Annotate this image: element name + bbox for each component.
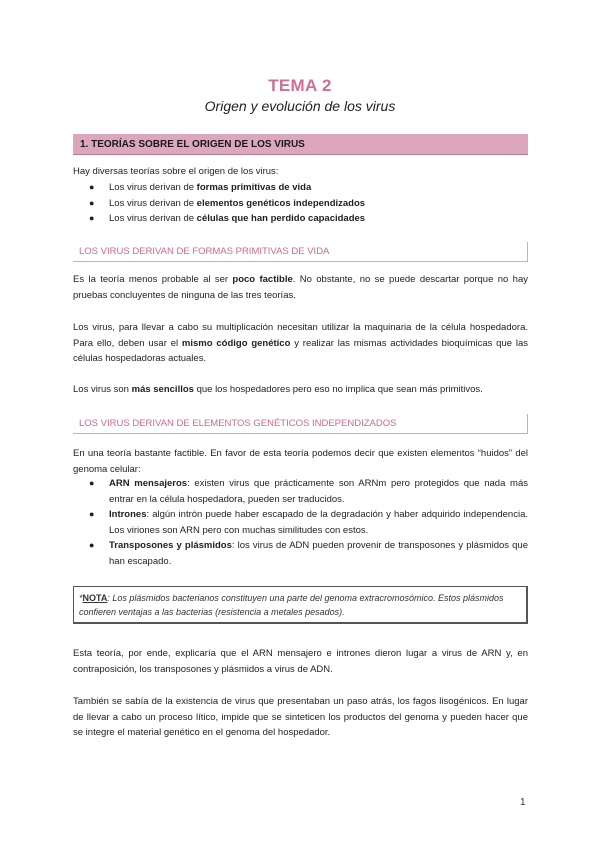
bullet-icon: ●	[89, 478, 95, 488]
paragraph: Es la teoría menos probable al ser poco factible. No obstante, no se puede descartar porque no hay pruebas concluyentes de ninguna de las tres teorías.	[73, 274, 528, 301]
paragraph: Esta teoría, por ende, explicaría que el ARN mensajero e intrones dieron lugar a virus de ARN y, en contraposición, los transposones y plásmidos a virus de ADN.	[73, 648, 528, 675]
list-item: ● Transposones y plásmidos: los virus de ADN pueden provenir de transposones y plásmidos que han escapado.	[89, 540, 528, 567]
section-heading: 1. TEORÍAS SOBRE EL ORIGEN DE LOS VIRUS	[73, 134, 528, 155]
page-number: 1	[520, 797, 526, 808]
document-subtitle: Origen y evolución de los virus	[204, 98, 396, 114]
subsection-heading: LOS VIRUS DERIVAN DE FORMAS PRIMITIVAS DE VIDA	[73, 242, 528, 262]
paragraph: También se sabía de la existencia de virus que presentaban un paso atrás, los fagos lisogénicos. En lugar de llevar a cabo un proceso lítico, impide que se sinteticen los productos del genoma y pueden hacer que se integre el material genético en el genoma del hospedador.	[73, 696, 528, 738]
note-star: *	[79, 593, 83, 603]
paragraph: En una teoría bastante factible. En favor de esta teoría podemos decir que existen elementos “huidos” del genoma celular:	[73, 448, 528, 475]
bullet-icon: ●	[89, 182, 95, 192]
list-item: ● Los virus derivan de formas primitivas de vida	[73, 180, 528, 196]
list-item: ● Los virus derivan de elementos genéticos independizados	[73, 196, 528, 212]
paragraph: Los virus son más sencillos que los hospedadores pero eso no implica que sean más primitivos.	[73, 384, 483, 395]
list-item: ● ARN mensajeros: existen virus que prácticamente son ARNm pero protegidos que nada más entrar en la célula hospedadora, pueden ser traducidos.	[89, 478, 529, 505]
subsection-heading: LOS VIRUS DERIVAN DE ELEMENTOS GENÉTICOS INDEPENDIZADOS	[73, 414, 528, 434]
bullet-icon: ●	[89, 509, 95, 519]
list-item: ● Intrones: algún intrón puede haber escapado de la degradación y haber adquirido independencia. Los viriones son ARN pero con muchas similitudes con estos.	[89, 509, 528, 536]
bullet-icon: ●	[89, 213, 95, 223]
theory-list	[73, 180, 528, 227]
paragraph: Los virus, para llevar a cabo su multiplicación necesitan utilizar la maquinaria de la célula hospedadora. Para ello, deben usar el mismo código genético y realizar las mismas actividades bioquímicas que las células hospedadoras actuales.	[73, 322, 528, 364]
bullet-icon: ●	[89, 540, 95, 550]
document-title: TEMA 2	[268, 76, 332, 95]
note-label: NOTA	[82, 593, 108, 603]
section-intro: Hay diversas teorías sobre el origen de los virus:	[73, 166, 279, 177]
note-text: : Los plásmidos bacterianos constituyen una parte del genoma extracromosómico. Estos plásmidos confieren ventajas a las bacterias (resistencia a metales pesados).	[79, 593, 504, 617]
genetic-elements-list	[73, 476, 528, 569]
list-item: ● Los virus derivan de células que han perdido capacidades	[73, 211, 528, 227]
note-box	[73, 586, 528, 624]
bullet-icon: ●	[89, 197, 95, 208]
